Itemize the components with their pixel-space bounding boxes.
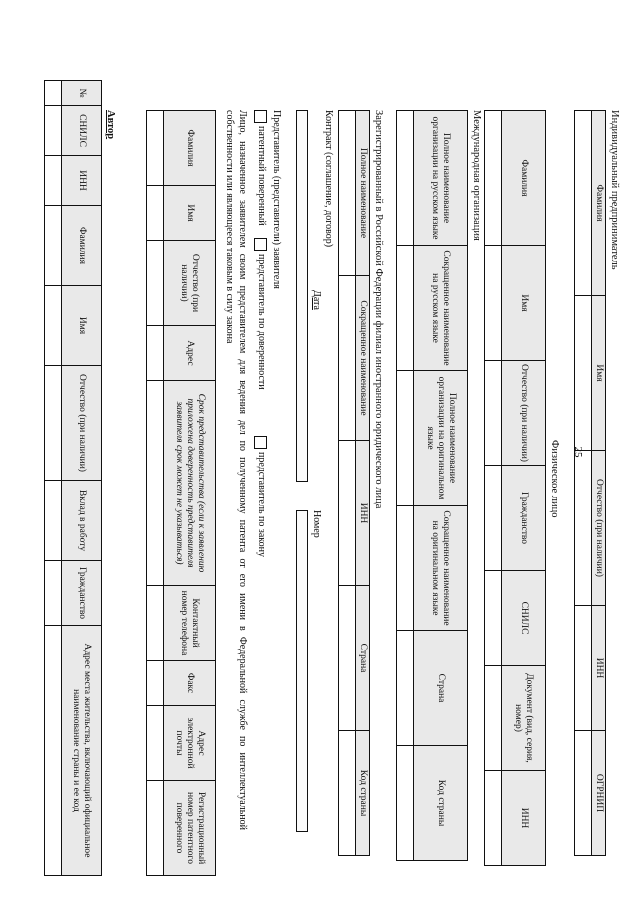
contract-date-label: Дата xyxy=(311,290,322,310)
author-header-contribution: Вклад в работу xyxy=(62,481,102,561)
author-table xyxy=(44,80,102,876)
rep-table xyxy=(146,110,216,876)
ip-header-surname: Фамилия xyxy=(592,111,606,296)
fl-cell[interactable] xyxy=(485,771,502,866)
mo-cell[interactable] xyxy=(397,631,414,746)
patent-attorney-label: патентный поверенный xyxy=(256,126,267,226)
contract-number-field[interactable] xyxy=(296,510,308,832)
ip-header-inn: ИНН xyxy=(592,606,606,731)
ip-cell[interactable] xyxy=(575,731,592,856)
mo-cell[interactable] xyxy=(397,246,414,371)
author-cell[interactable] xyxy=(45,626,62,876)
author-header-snils: СНИЛС xyxy=(62,106,102,156)
fl-header-document: Документ (вид, серия, номер) xyxy=(502,666,546,771)
filial-table xyxy=(338,110,370,856)
author-cell[interactable] xyxy=(45,106,62,156)
patent-attorney-checkbox[interactable] xyxy=(254,110,267,123)
rep-cell[interactable] xyxy=(147,381,164,586)
fl-header-surname: Фамилия xyxy=(502,111,546,246)
rep-header-phone: Контактный номер телефона xyxy=(164,586,216,661)
author-header-inn: ИНН xyxy=(62,156,102,206)
mo-section-title: Международная организация xyxy=(471,110,482,241)
filial-header-country-code: Код страны xyxy=(356,731,370,856)
rep-header-term: Срок представительства (если к заявлению приложена доверенность представителя заявителя срок может не указываться) xyxy=(164,381,216,586)
ip-cell[interactable] xyxy=(575,451,592,606)
fl-cell[interactable] xyxy=(485,666,502,771)
legal-representative-label: представитель по закону xyxy=(256,452,267,557)
author-header-patronymic: Отчество (при наличии) xyxy=(62,366,102,481)
mo-header-country-code: Код страны xyxy=(414,746,468,861)
legal-representative-checkbox[interactable] xyxy=(254,436,267,449)
ip-header-ogrnip: ОГРНИП xyxy=(592,731,606,856)
proxy-representative-checkbox[interactable] xyxy=(254,238,267,251)
mo-header-country: Страна xyxy=(414,631,468,746)
ip-table xyxy=(574,110,606,856)
mo-header-short-ru: Сокращенное наименование на русском языке xyxy=(414,246,468,371)
author-header-no: № xyxy=(62,81,102,106)
filial-cell[interactable] xyxy=(339,586,356,731)
rep-cell[interactable] xyxy=(147,241,164,326)
filial-cell[interactable] xyxy=(339,276,356,441)
rep-header-patronymic: Отчество (при наличии) xyxy=(164,241,216,326)
rep-header-reg-number: Регистрационный номер патентного поверенного xyxy=(164,781,216,876)
fl-cell[interactable] xyxy=(485,361,502,466)
rep-header-email: Адрес электронной почты xyxy=(164,706,216,781)
mo-table xyxy=(396,110,468,861)
rep-cell[interactable] xyxy=(147,186,164,241)
author-cell[interactable] xyxy=(45,561,62,626)
fl-cell[interactable] xyxy=(485,111,502,246)
author-cell[interactable] xyxy=(45,156,62,206)
ip-cell[interactable] xyxy=(575,111,592,296)
ip-cell[interactable] xyxy=(575,606,592,731)
author-header-surname: Фамилия xyxy=(62,206,102,286)
fl-header-inn: ИНН xyxy=(502,771,546,866)
mo-cell[interactable] xyxy=(397,371,414,506)
author-header-name: Имя xyxy=(62,286,102,366)
rep-header-fax: Факс xyxy=(164,661,216,706)
fl-header-patronymic: Отчество (при наличии) xyxy=(502,361,546,466)
fl-header-snils: СНИЛС xyxy=(502,571,546,666)
fl-table xyxy=(484,110,546,866)
rep-cell[interactable] xyxy=(147,111,164,186)
rep-cell[interactable] xyxy=(147,326,164,381)
author-cell[interactable] xyxy=(45,81,62,106)
rep-cell[interactable] xyxy=(147,586,164,661)
filial-header-full-name: Полное наименование xyxy=(356,111,370,276)
rep-cell[interactable] xyxy=(147,781,164,876)
filial-section-title: Зарегистрированный в Российской Федерации филиал иностранного юридического лица xyxy=(373,110,384,509)
mo-header-full-orig: Полное наименование организации на оригинальном языке xyxy=(414,371,468,506)
fl-cell[interactable] xyxy=(485,466,502,571)
author-header-address: Адрес места жительства, включающий официальное наименование страны и ее код xyxy=(62,626,102,876)
fl-cell[interactable] xyxy=(485,571,502,666)
author-cell[interactable] xyxy=(45,481,62,561)
fl-header-name: Имя xyxy=(502,246,546,361)
rep-cell[interactable] xyxy=(147,661,164,706)
fl-header-citizenship: Гражданство xyxy=(502,466,546,571)
mo-cell[interactable] xyxy=(397,746,414,861)
mo-cell[interactable] xyxy=(397,111,414,246)
author-cell[interactable] xyxy=(45,206,62,286)
filial-header-country: Страна xyxy=(356,586,370,731)
page-number: 25 xyxy=(572,446,584,458)
author-cell[interactable] xyxy=(45,286,62,366)
rep-section-title: Представитель (представители) заявителя xyxy=(271,110,282,289)
contract-date-field[interactable] xyxy=(296,110,308,482)
ip-header-patronymic: Отчество (при наличии) xyxy=(592,451,606,606)
mo-header-full-ru: Полное наименование организации на русском языке xyxy=(414,111,468,246)
rep-header-surname: Фамилия xyxy=(164,111,216,186)
rep-header-name: Имя xyxy=(164,186,216,241)
mo-cell[interactable] xyxy=(397,506,414,631)
rep-header-address: Адрес xyxy=(164,326,216,381)
mo-header-short-orig: Сокращенное наименование на оригинальном языке xyxy=(414,506,468,631)
filial-cell[interactable] xyxy=(339,731,356,856)
contract-number-label: Номер xyxy=(311,510,322,538)
contract-label: Контракт (соглашение, договор) xyxy=(323,110,334,248)
ip-cell[interactable] xyxy=(575,296,592,451)
fl-cell[interactable] xyxy=(485,246,502,361)
filial-cell[interactable] xyxy=(339,441,356,586)
rep-description: Лицо, назначенное заявителем своим представителем для ведения дел по полученному патента от его имени в Федеральной службе по интеллектуальной собственности или являющееся таковым в силу закона xyxy=(224,110,248,830)
filial-cell[interactable] xyxy=(339,111,356,276)
author-header-citizenship: Гражданство xyxy=(62,561,102,626)
filial-header-inn: ИНН xyxy=(356,441,370,586)
ip-section-title: Индивидуальный предприниматель xyxy=(609,110,620,270)
author-cell[interactable] xyxy=(45,366,62,481)
fl-section-title: Физическое лицо xyxy=(549,440,560,518)
ip-header-name: Имя xyxy=(592,296,606,451)
rep-cell[interactable] xyxy=(147,706,164,781)
filial-header-short-name: Сокращенное наименование xyxy=(356,276,370,441)
proxy-representative-label: представитель по доверенности xyxy=(256,254,267,390)
author-section-title: Автор xyxy=(105,110,116,140)
